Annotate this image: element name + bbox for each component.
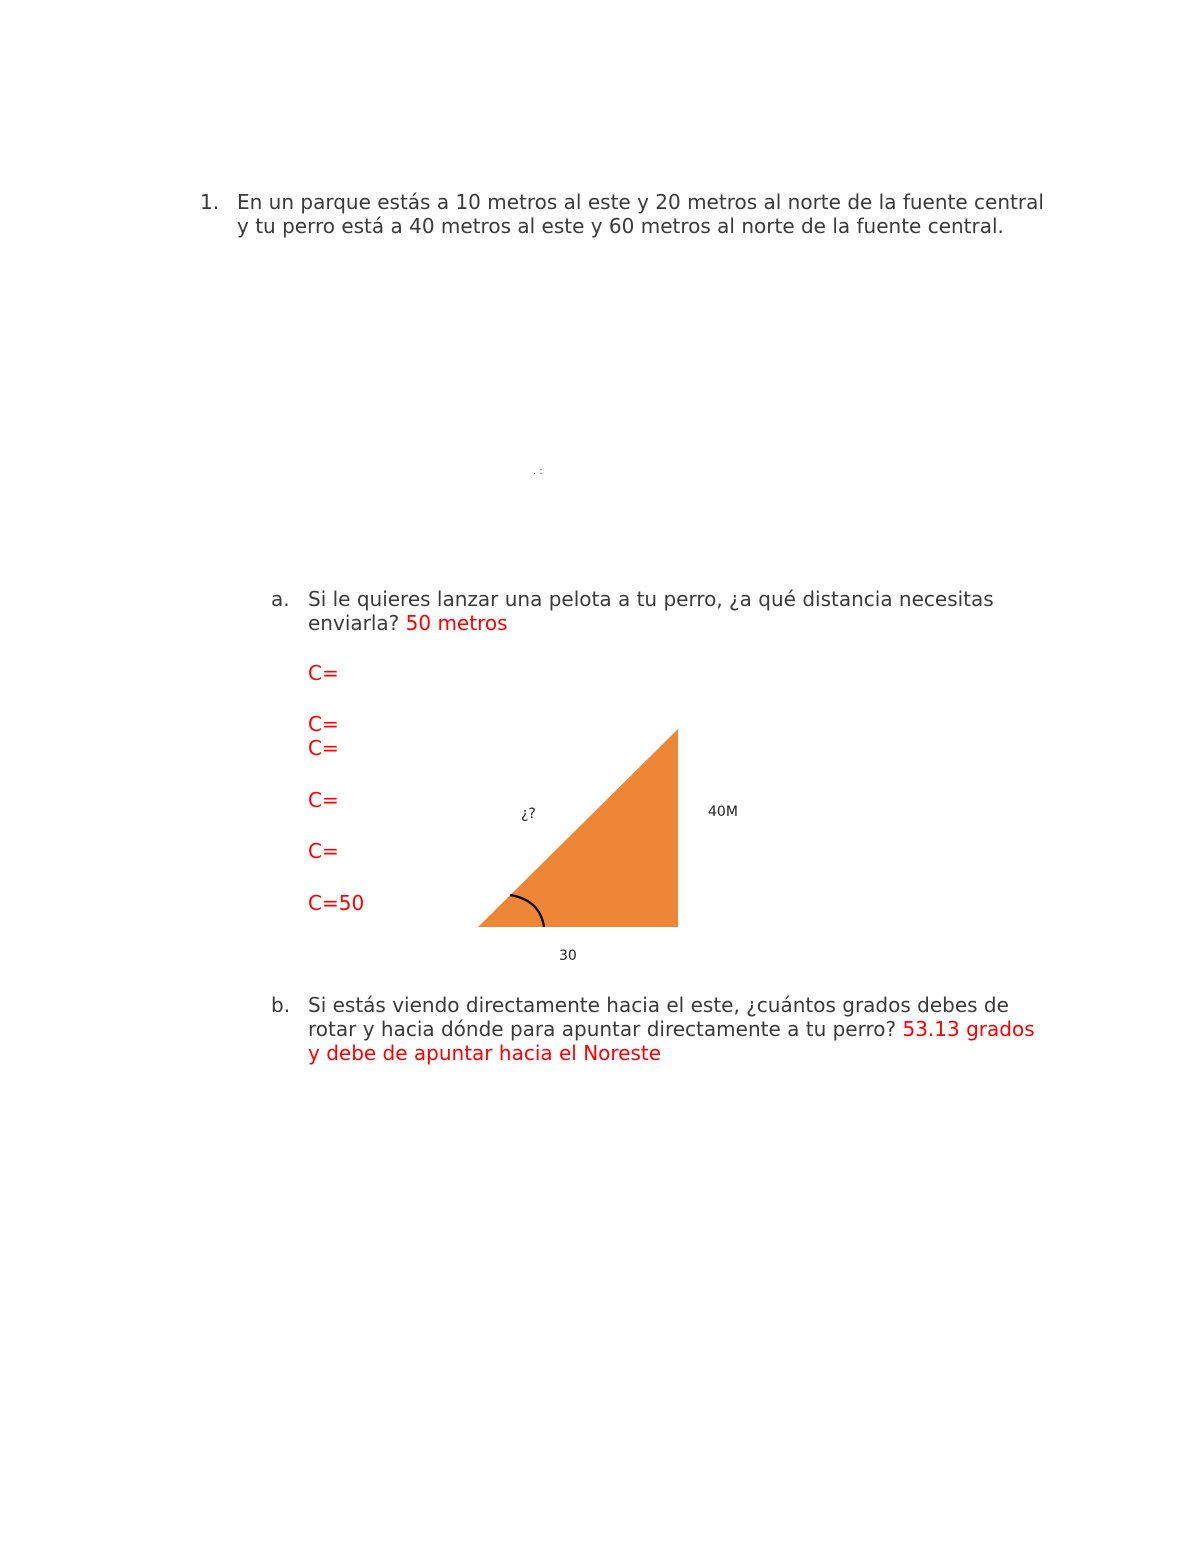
hypotenuse-label: ¿? (521, 806, 536, 822)
right-triangle (478, 729, 678, 927)
calc-line: C= (308, 839, 339, 863)
calc-line: C= (308, 788, 339, 812)
part-a-question: Si le quieres lanzar una pelota a tu perro, ¿a qué distancia necesitas enviarla? (308, 587, 994, 635)
part-a-answer: 50 metros (405, 611, 508, 635)
part-a-letter: a. (271, 587, 290, 611)
stray-marks: . : (533, 466, 543, 477)
part-b-answer: 53.13 grados y debe de apuntar hacia el Noreste (308, 1017, 1035, 1065)
part-b-body (308, 993, 1048, 1065)
part-a-body (308, 587, 1048, 635)
calc-line: C= (308, 712, 339, 736)
question-number: 1. (200, 190, 220, 214)
calc-line-result: C=50 (308, 891, 365, 915)
vertical-side-label: 40M (708, 804, 738, 820)
calc-line: C= (308, 736, 339, 760)
part-b-question: Si estás viendo directamente hacia el este, ¿cuántos grados debes de rotar y hacia dónde para apuntar directamente a tu perro? (308, 993, 1009, 1041)
base-side-label: 30 (559, 948, 577, 964)
question-text: En un parque estás a 10 metros al este y 20 metros al norte de la fuente central y tu perro está a 40 metros al este y 60 metros al norte de la fuente central. (237, 190, 1044, 238)
part-b-letter: b. (271, 993, 291, 1017)
calc-line: C= (308, 661, 339, 685)
triangle-figure (440, 700, 800, 980)
